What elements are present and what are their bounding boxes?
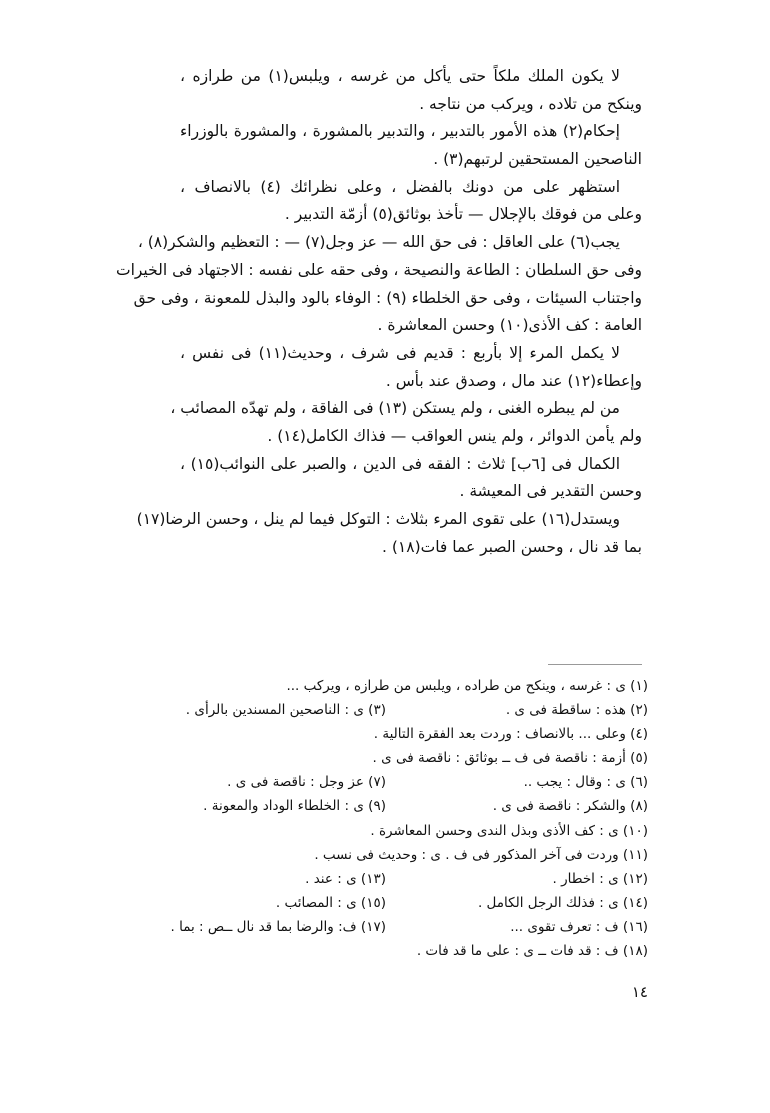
footnote: (١١) وردت فى آخر المذكور فى ف . ى : وحديث فى نسب .: [314, 846, 648, 863]
footnote: (٥) أزمة : ناقصة فى ف ــ بوثائق : ناقصة فى ى .: [372, 750, 648, 767]
text-line: الكمال فى [٦ب] ثلاث : الفقه فى الدين ، والصبر على النوائب(١٥) ،: [180, 454, 621, 473]
footnote-row: [150, 770, 648, 794]
text-line: الناصحين المستحقين لرتبهم(٣) .: [433, 150, 642, 169]
footnote-row: [150, 674, 648, 698]
footnote-row: [150, 915, 648, 939]
text-line: يجب(٦) على العاقل : فى حق الله — عز وجل(٧) — : التعظيم والشكر(٨) ،: [137, 233, 620, 252]
footnote: (٨) والشكر : ناقصة فى ى .: [492, 798, 648, 815]
text-line: من لم يبطره الغنى ، ولم يستكن (١٣) فى الفاقة ، ولم تهدّه المصائب ،: [170, 399, 620, 418]
footnote: (٤) وعلى ... بالانصاف : وردت بعد الفقرة التالية .: [373, 726, 648, 743]
footnote-separator: [548, 664, 642, 665]
text-line: لا يكون الملك ملكاً حتى يأكل من غرسه ، ويلبس(١) من طرازه ،: [180, 67, 621, 85]
footnote: (١٠) ى : كف الأذى وبذل الندى وحسن المعاشرة .: [370, 822, 648, 839]
footnote: (١٣) ى : عند .: [305, 870, 386, 887]
text-line: وإعطاء(١٢) عند مال ، وصدق عند بأس .: [385, 371, 642, 390]
main-text: [115, 63, 642, 561]
text-line: بما قد نال ، وحسن الصبر عما فات(١٨) .: [382, 537, 642, 556]
text-line: وينكح من تلاده ، ويركب من نتاجه .: [419, 94, 642, 113]
footnote: (١٨) ف : قد فات ــ ى : على ما قد فات .: [416, 943, 648, 960]
text-line: إحكام(٢) هذه الأمور بالتدبير ، والتدبير بالمشورة ، والمشورة بالوزراء: [180, 122, 620, 141]
footnote: (٦) ى : وقال : يجب ..: [523, 774, 648, 791]
footnote: (١٢) ى : اخطار .: [552, 870, 648, 887]
text-line: ولم يأمن الدوائر ، ولم ينس العواقب — فذاك الكامل(١٤) .: [267, 426, 642, 445]
footnote-row: [150, 698, 648, 722]
footnote: (١٥) ى : المصائب .: [275, 894, 386, 911]
text-line: وحسن التقدير فى المعيشة .: [459, 482, 642, 501]
footnote: (١٧) ف: والرضا بما قد نال ــص : بما .: [170, 918, 386, 935]
footnote-row: [150, 794, 648, 818]
footnote-row: [150, 843, 648, 867]
text-line: استظهر على من دونك بالفضل ، وعلى نظرائك (٤) بالانصاف ،: [180, 177, 621, 196]
footnote-row: [150, 819, 648, 843]
footnote: (١٤) ى : فذلك الرجل الكامل .: [477, 894, 648, 911]
footnote-row: [150, 891, 648, 915]
page-number: ١٤: [631, 983, 648, 1001]
footnote-row: [150, 939, 648, 963]
footnote-row: [150, 722, 648, 746]
text-line: لا يكمل المرء إلا بأربع : قديم فى شرف ، وحديث(١١) فى نفس ،: [180, 343, 621, 362]
footnote: (٢) هذه : ساقطة فى ى .: [505, 702, 648, 719]
text-line: وعلى من فوقك بالإجلال — تأخذ بوثائق(٥) أزمّة التدبير .: [284, 205, 642, 224]
footnote: (٣) ى : الناصحين المسندين بالرأى .: [185, 702, 386, 719]
footnote: (١٦) ف : تعرف تقوى ...: [510, 918, 648, 935]
text-line: ويستدل(١٦) على تقوى المرء بثلاث : التوكل فيما لم ينل ، وحسن الرضا(١٧): [136, 510, 620, 528]
text-line: العامة : كف الأذى(١٠) وحسن المعاشرة .: [377, 316, 642, 335]
footnote-row: [150, 746, 648, 770]
footnote: (٩) ى : الخلطاء الوداد والمعونة .: [203, 798, 386, 815]
footnote-row: [150, 867, 648, 891]
text-line: وفى حق السلطان : الطاعة والنصيحة ، وفى حقه على نفسه : الاجتهاد فى الخيرات: [115, 260, 642, 279]
footnotes: [150, 674, 648, 963]
footnote: (١) ى : غرسه ، وينكح من طراده ، ويلبس من طرازه ، ويركب ...: [286, 678, 648, 694]
footnote: (٧) عز وجل : ناقصة فى ى .: [227, 774, 386, 791]
text-line: واجتناب السيئات ، وفى حق الخلطاء (٩) : الوفاء بالود والبذل للمعونة ، وفى حق: [133, 288, 642, 307]
